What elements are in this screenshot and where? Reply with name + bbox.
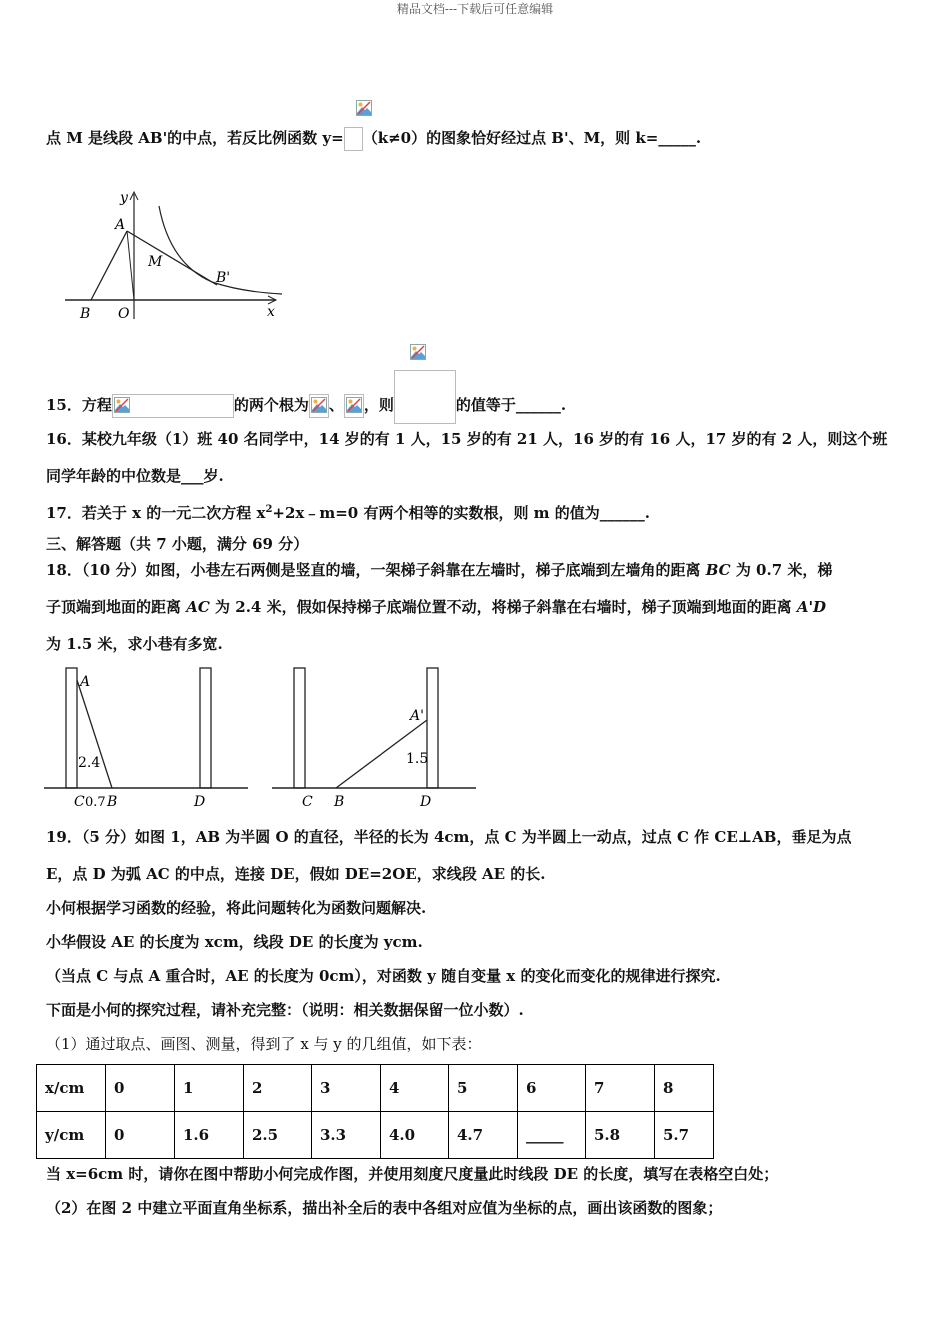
- q18-l1b: BC: [705, 561, 731, 579]
- segment-BA: [91, 231, 127, 300]
- table-cell: y/cm: [37, 1112, 106, 1159]
- table-row: [37, 1112, 714, 1159]
- label-M: M: [148, 254, 163, 270]
- q17-a: 17．若关于 x 的一元二次方程 x: [46, 504, 266, 522]
- q14-text-b: （k≠0）的图象恰好经过点 B'、M，则 k=_____.: [362, 129, 702, 147]
- root2-image: [344, 394, 364, 418]
- q18-line2: [46, 597, 826, 617]
- q19-line3: 小何根据学习函数的经验，将此问题转化为函数问题解决.: [46, 899, 427, 917]
- table-cell: 4.0: [381, 1112, 449, 1159]
- right-wall: [427, 668, 438, 788]
- q18-l1c: 为 0.7 米，梯: [730, 561, 833, 579]
- q19-line9: （2）在图 2 中建立平面直角坐标系，描出补全后的表中各组对应值为坐标的点，画出该函数的图象；: [46, 1199, 723, 1217]
- table-cell: 5.7: [655, 1112, 714, 1159]
- q18-l2b: AC: [186, 598, 210, 616]
- q18-l2d: A'D: [796, 598, 827, 616]
- table-cell: 2: [244, 1065, 312, 1112]
- table-cell: 7: [586, 1065, 655, 1112]
- table-cell: 2.5: [244, 1112, 312, 1159]
- label-1-5: 1.5: [406, 751, 429, 767]
- q19-line8: 当 x=6cm 时，请你在图中帮助小何完成作图，并使用刻度尺度量此时线段 DE 的长度，填写在表格空白处；: [46, 1165, 779, 1183]
- equation-image: [112, 394, 234, 418]
- q16-line1: 16．某校九年级（1）班 40 名同学中，14 岁的有 1 人，15 岁的有 21 人，16 岁的有 16 人，17 岁的有 2 人，则这个班: [46, 430, 888, 448]
- table-cell: 5: [449, 1065, 518, 1112]
- formula-image: [344, 127, 363, 151]
- q17: [46, 500, 650, 523]
- broken-image-icon: [410, 344, 426, 360]
- label-A: A: [115, 217, 126, 233]
- table-row: [37, 1065, 714, 1112]
- q15-b: 的两个根为: [233, 396, 309, 414]
- q15-d: ，则: [363, 396, 394, 414]
- q14-text: [46, 127, 701, 151]
- table-cell: 1.6: [175, 1112, 244, 1159]
- segment-AB-prime: [127, 231, 217, 285]
- label-A: A: [80, 674, 91, 690]
- table-cell: 3.3: [312, 1112, 381, 1159]
- q18-line3: 为 1.5 米，求小巷有多宽.: [46, 635, 223, 653]
- label-B: B: [107, 794, 118, 810]
- table-cell: 3: [312, 1065, 381, 1112]
- section-heading: 三、解答题（共 7 小题，满分 69 分）: [46, 535, 309, 553]
- q18-l2c: 为 2.4 米，假如保持梯子底端位置不动，将梯子斜靠在右墙时，梯子顶端到地面的距离: [209, 598, 797, 616]
- label-2-4: 2.4: [78, 755, 101, 771]
- page-header: 精品文档---下载后可任意编辑: [396, 2, 554, 16]
- table-cell: 4: [381, 1065, 449, 1112]
- figure-ladder-left: [44, 664, 250, 814]
- label-x: x: [267, 304, 275, 320]
- table-cell: 4.7: [449, 1112, 518, 1159]
- table-cell: 1: [175, 1065, 244, 1112]
- q14-text-a: 点 M 是线段 AB'的中点，若反比例函数 y=: [46, 129, 344, 147]
- q18-line1: [46, 560, 832, 580]
- label-y: y: [120, 190, 128, 206]
- q18-l2a: 子顶端到地面的距离: [46, 598, 187, 616]
- label-B-prime: B': [216, 270, 231, 286]
- figure-reciprocal-function: [62, 184, 284, 326]
- q15-a: 15．方程: [46, 396, 112, 414]
- q15-e: 的值等于______.: [455, 396, 567, 414]
- label-A-prime: A': [410, 708, 424, 724]
- label-B: B: [80, 306, 91, 322]
- q19-line6: 下面是小何的探究过程，请补充完整：（说明：相关数据保留一位小数）.: [46, 1001, 524, 1019]
- table-cell: 6: [518, 1065, 586, 1112]
- label-D: D: [194, 794, 206, 810]
- table-cell: 0: [106, 1065, 175, 1112]
- label-C: C: [302, 794, 313, 810]
- left-wall: [294, 668, 305, 788]
- q19-line7: （1）通过取点、画图、测量，得到了 x 与 y 的几组值，如下表：: [46, 1035, 482, 1053]
- table-cell: 5.8: [586, 1112, 655, 1159]
- label-0-7: 0.7: [85, 795, 106, 810]
- left-wall: [66, 668, 77, 788]
- label-D: D: [420, 794, 432, 810]
- q19-line4: 小华假设 AE 的长度为 xcm，线段 DE 的长度为 ycm.: [46, 933, 423, 951]
- label-O: O: [118, 306, 130, 322]
- xy-table: [36, 1064, 714, 1159]
- table-cell: 8: [655, 1065, 714, 1112]
- table-cell: 0: [106, 1112, 175, 1159]
- right-wall: [200, 668, 211, 788]
- q18-l1a: 18．（10 分）如图，小巷左石两侧是竖直的墙，一架梯子斜靠在左墙时，梯子底端到左墙角的距离: [46, 561, 706, 579]
- ladder: [77, 680, 112, 788]
- table-cell: _____: [518, 1112, 586, 1159]
- expression-image: [394, 370, 456, 424]
- q19-line1: 19．（5 分）如图 1，AB 为半圆 O 的直径，半径的长为 4cm，点 C 为半圆上一动点，过点 C 作 CE⊥AB，垂足为点: [46, 828, 852, 846]
- root1-image: [309, 394, 329, 418]
- q17-sup: 2: [265, 504, 273, 515]
- q16-line2: 同学年龄的中位数是___岁.: [46, 467, 224, 485]
- q19-line2: E，点 D 为弧 AC 的中点，连接 DE，假如 DE=2OE，求线段 AE 的长.: [46, 865, 546, 883]
- table-cell: x/cm: [37, 1065, 106, 1112]
- q19-line5: （当点 C 与点 A 重合时，AE 的长度为 0cm），对函数 y 随自变量 x 的变化而变化的规律进行探究.: [46, 967, 721, 985]
- label-B: B: [334, 794, 345, 810]
- q15-c: 、: [328, 396, 344, 414]
- broken-image-icon: [356, 100, 372, 116]
- figure-ladder-right: [272, 664, 478, 814]
- label-C: C: [74, 794, 85, 810]
- q15: [46, 370, 566, 424]
- segment-A-foot: [127, 231, 134, 300]
- q17-b: +2x﹣m=0 有两个相等的实数根，则 m 的值为______.: [272, 504, 650, 522]
